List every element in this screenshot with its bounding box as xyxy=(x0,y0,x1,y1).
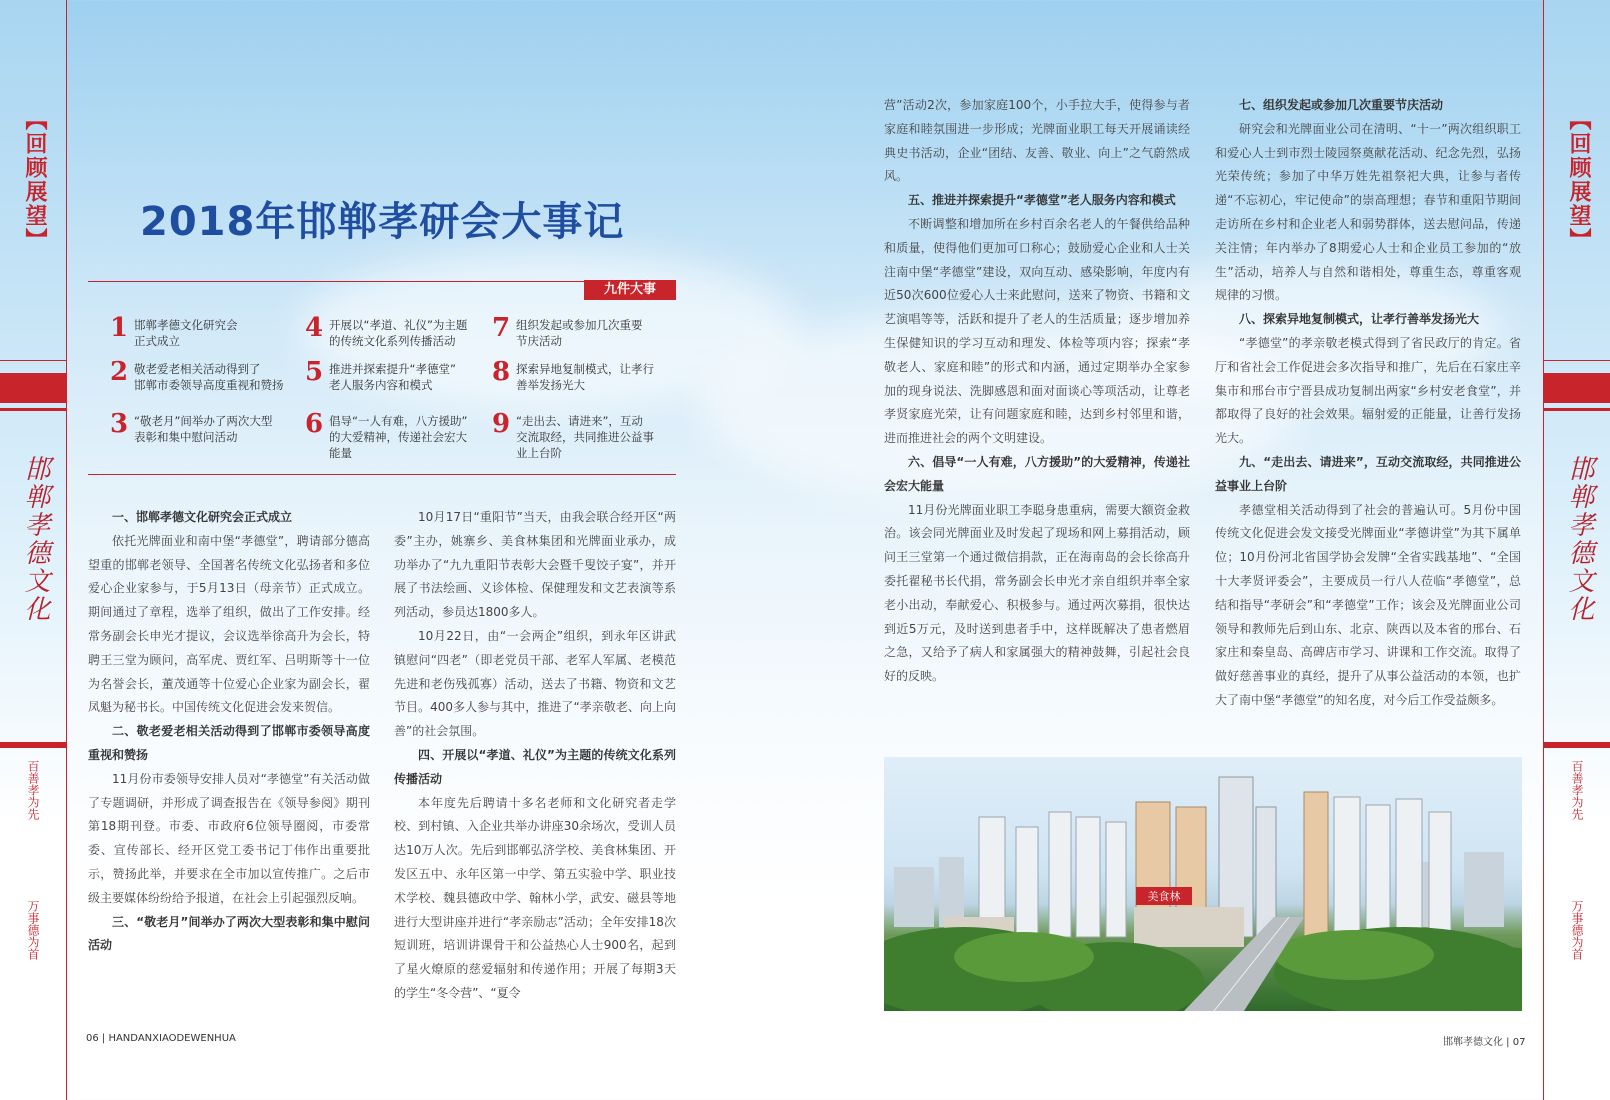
column-3 xyxy=(884,94,1190,689)
heading-5: 五、推进并探索提升“孝德堂”老人服务内容和模式 xyxy=(908,193,1176,208)
event-number: 2 xyxy=(110,357,129,387)
paragraph: 11月份市委领导安排人员对“孝德堂”有关活动做了专题调研，并形成了调查报告在《领导参阅》期刊第18期刊登。市委、市政府6位领导圈阅，市委常委、宣传部长、经开区党工委书记丁伟作出重要批示，赞扬此举，并要求在全市加以宣传推广。之后市级主要媒体纷纷给予报道，在社会上引起强烈反响。 xyxy=(88,771,370,905)
event-number: 1 xyxy=(110,313,129,343)
event-item-2 xyxy=(110,358,284,393)
motto-right-1: 百善孝为先 xyxy=(1570,760,1584,820)
heading-4: 四、开展以“孝道、礼仪”为主题的传统文化系列传播活动 xyxy=(394,747,676,786)
heading-2: 二、敬老爱老相关活动得到了邯郸市委领导高度重视和赞扬 xyxy=(88,724,370,762)
store-sign-text: 美食林 xyxy=(1147,890,1181,903)
section-label-right: 【回顾展望】 xyxy=(1566,108,1592,252)
paragraph: 不断调整和增加所在乡村百余名老人的午餐供给品种和质量，使得他们更加可口称心；鼓励爱心企业和人士关注南中堡“孝德堂”建设，双向互动、感染影响，年度内有近50次600位爱心人士来此慰问，送来了物资、书籍和文艺演唱等等，活跃和提升了老人的生活质量；逐步增加养生保健知识的学习互动和理发、体检等项内容；探索“孝敬老人、家庭和睦”的形式和内涵，通过定期举办全家参加的现身说法、洗脚感恩和面对面谈心等项活动，让尊老孝贤家庭光荣，让有问题家庭和睦，达到乡村邻里和谐，进而推进社会的两个文明建设。 xyxy=(884,216,1190,446)
event-text: 推进并探索提升“孝德堂” 老人服务内容和模式 xyxy=(329,362,456,392)
event-text: “走出去、请进来”，互动 交流取经，共同推进公益事 业上台阶 xyxy=(516,414,654,460)
nine-events-tag: 九件大事 xyxy=(584,280,676,300)
event-number: 3 xyxy=(110,409,129,439)
paragraph: 10月22日，由“一会两企”组织，到永年区讲武镇慰问“四老”（即老党员干部、老军人军属、老模范先进和老伤残孤寡）活动，送去了书籍、物资和文艺节目。400多人参与其中，推进了“孝亲敬老、向上向善”的社会氛围。 xyxy=(394,628,676,739)
column-4 xyxy=(1215,94,1521,713)
paragraph: 11月份光牌面业职工李聪身患重病，需要大额资金救治。该会同光牌面业及时发起了现场和网上募捐活动，顾问王三堂第一个通过微信捐款，正在海南岛的会长徐高升委托翟秘书长代捐，常务副会长申光才亲自组织并率全家老小出动，奉献爱心、积极参与。通过两次募捐，很快达到近5万元，及时送到患者手中，这样既解决了患者燃眉之急，又给予了病人和家属强大的精神鼓舞，引起社会良好的反映。 xyxy=(884,502,1190,684)
paragraph: 营”活动2次，参加家庭100个，小手拉大手，使得参与者家庭和睦氛围进一步形成；光牌面业职工每天开展诵读经典史书活动，企业“团结、友善、敬业、向上”之气蔚然成风。 xyxy=(884,98,1190,184)
event-number: 8 xyxy=(492,357,511,387)
city-skyline-illustration xyxy=(884,757,1522,1011)
paragraph: 依托光牌面业和南中堡“孝德堂”，聘请部分德高望重的邯郸老领导、全国著名传统文化弘扬者和多位爱心企业家参与，于5月13日（母亲节）正式成立。期间通过了章程，选举了组织，做出了工作安排。经常务副会长申光才提议，会议选举徐高升为会长，特聘王三堂为顾问，高军虎、贾红军、吕明斯等十一位为名誉会长，董茂通等十位爱心企业家为副会长，翟凤魁为秘书长。中国传统文化促进会发来贺信。 xyxy=(88,533,370,715)
paragraph: “孝德堂”的孝亲敬老模式得到了省民政厅的肯定。省厅和省社会工作促进会多次指导和推广，先后在石家庄辛集市和邢台市宁晋县成功复制出两家“乡村安老食堂”，并都取得了良好的社会效果。辐射爱的正能量，让善行发扬光大。 xyxy=(1215,335,1521,446)
event-text: 敬老爱老相关活动得到了 邯郸市委领导高度重视和赞扬 xyxy=(134,362,284,392)
bottom-rule xyxy=(88,474,676,475)
heading-1: 一、邯郸孝德文化研究会正式成立 xyxy=(112,510,293,524)
motto-left-2: 万事德为首 xyxy=(26,900,40,960)
event-item-3 xyxy=(110,410,272,445)
event-text: 邯郸孝德文化研究会 正式成立 xyxy=(134,318,238,348)
event-text: 组织发起或参加几次重要 节庆活动 xyxy=(516,318,643,348)
event-number: 7 xyxy=(492,313,511,343)
event-number: 6 xyxy=(305,409,324,439)
event-number: 4 xyxy=(305,313,324,343)
column-2 xyxy=(394,506,676,1006)
footer-left: 06 | HANDANXIAODEWENHUA xyxy=(86,1033,236,1044)
event-item-4 xyxy=(305,314,467,349)
event-item-6 xyxy=(305,410,467,461)
heading-6: 六、倡导“一人有难，八方援助”的大爱精神，传递社会宏大能量 xyxy=(884,454,1190,493)
left-margin xyxy=(0,0,67,1100)
section-label-left: 【回顾展望】 xyxy=(22,108,48,252)
motto-right-2: 万事德为首 xyxy=(1570,900,1584,960)
event-number: 5 xyxy=(305,357,324,387)
calligraphy-right: 邯郸孝德文化 xyxy=(1564,455,1594,623)
event-item-8 xyxy=(492,358,654,393)
right-margin xyxy=(1543,0,1610,1100)
event-number: 9 xyxy=(492,409,511,439)
paragraph: 研究会和光牌面业公司在清明、“十一”两次组织职工和爱心人士到市烈士陵园祭奠献花活动、纪念先烈，弘扬光荣传统；参加了中华万姓先祖祭祀大典，让参与者传递“不忘初心，牢记使命”的崇高理想；春节和重阳节期间走访所在乡村和企业老人和弱势群体，送去慰问品，传递关注情；年内举办了8期爱心人士和企业员工参加的“放生”活动，培养人与自然和谐相处，尊重生态，尊重客观规律的习惯。 xyxy=(1215,121,1521,303)
footer-right: 邯郸孝德文化 | 07 xyxy=(1443,1037,1526,1048)
motto-left-1: 百善孝为先 xyxy=(26,760,40,820)
paragraph: 本年度先后聘请十多名老师和文化研究者走学校、到村镇、入企业共举办讲座30余场次，受训人员达10万人次。先后到邯郸弘济学校、美食林集团、开发区五中、永年区第一中学、第五实验中学、职业技术学校、魏县德政中学、翰林小学，武安、磁县等地进行大型讲座并进行“孝亲励志”活动；全年安排18次短训班，培训讲课骨干和公益热心人士900名，起到了星火燎原的慈爱辐射和传递作用；开展了每期3天的学生“冬令营”、“夏令 xyxy=(394,795,676,1000)
event-item-9 xyxy=(492,410,654,461)
city-photo xyxy=(884,757,1522,1011)
event-item-1 xyxy=(110,314,238,349)
heading-7: 七、组织发起或参加几次重要节庆活动 xyxy=(1239,98,1444,112)
event-text: “敬老月”间举办了两次大型 表彰和集中慰问活动 xyxy=(134,414,273,444)
heading-8: 八、探索异地复制模式，让孝行善举发扬光大 xyxy=(1239,312,1480,327)
event-item-5 xyxy=(305,358,456,393)
heading-9: 九、“走出去、请进来”，互动交流取经，共同推进公益事业上台阶 xyxy=(1215,454,1521,493)
paragraph: 10月17日“重阳节”当天，由我会联合经开区“两委”主办，姚寨乡、美食林集团和光牌面业承办，成功举办了“九九重阳节表彰大会暨千叟饺子宴”，并开展了书法绘画、义诊体检、保健理发和文艺表演等系列活动，参员达1800多人。 xyxy=(394,510,676,620)
calligraphy-left: 邯郸孝德文化 xyxy=(20,455,50,623)
page-title: 2018年邯郸孝研会大事记 xyxy=(140,199,625,245)
column-1 xyxy=(88,506,370,958)
heading-3: 三、“敬老月”间举办了两次大型表彰和集中慰问活动 xyxy=(88,914,370,953)
event-text: 开展以“孝道、礼仪”为主题 的传统文化系列传播活动 xyxy=(329,318,468,348)
event-text: 探索异地复制模式，让孝行 善举发扬光大 xyxy=(516,362,654,392)
event-text: 倡导“一人有难，八方援助” 的大爱精神，传递社会宏大 能量 xyxy=(329,414,468,460)
paragraph: 孝德堂相关活动得到了社会的普遍认可。5月份中国传统文化促进会发文接受光牌面业“孝德讲堂”为其下属单位；10月份河北省国学协会发牌“全省实践基地”、“全国十大孝贤评委会”，主要成员一行八人莅临“孝德堂”，总结和指导“孝研会”和“孝德堂”工作；该会及光牌面业公司领导和教师先后到山东、北京、陕西以及本省的邢台、石家庄和秦皇岛、高碑店市学习、讲课和工作交流。取得了做好慈善事业的真经，提升了从事公益活动的本领，也扩大了南中堡“孝德堂”的知名度，对今后工作受益颇多。 xyxy=(1215,502,1521,707)
event-item-7 xyxy=(492,314,643,349)
